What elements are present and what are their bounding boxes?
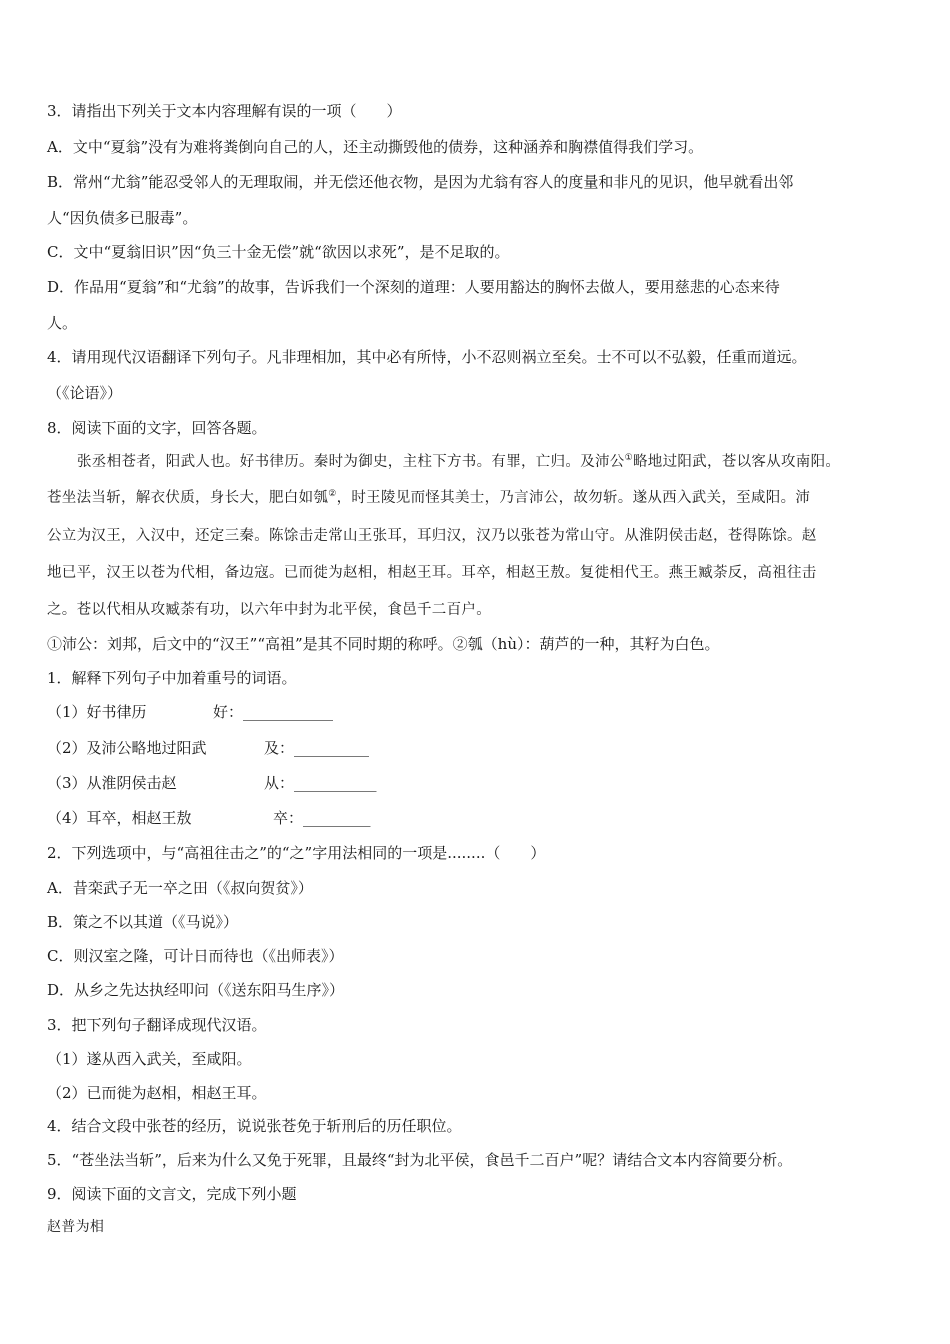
question-4-line-1: 4．请用现代汉语翻译下列句子。凡非理相加，其中必有所恃，小不忍则祸立至矣。士不可以不弘毅，任重而道远。 <box>47 348 807 366</box>
vocab-sentence: （3）从淮阴侯击赵 <box>47 774 177 792</box>
sub-question-1-stem: 1．解释下列句子中加着重号的词语。 <box>47 669 297 687</box>
question-3-stem: 3．请指出下列关于文本内容理解有误的一项（ ） <box>47 102 402 120</box>
passage-line-3: 公立为汉王，入汉中，还定三秦。陈馀击走常山王张耳，耳归汉，汉乃以张苍为常山守。从淮阴侯击赵，苍得陈馀。赵 <box>47 528 817 544</box>
vocab-word: 从： <box>264 774 295 792</box>
vocab-word: 好： <box>213 703 244 721</box>
passage-text: 略地过阳武，苍以客从攻南阳。 <box>632 454 841 470</box>
passage-line-2 <box>47 488 810 508</box>
vocab-item-2 <box>47 738 370 758</box>
passage-text: 张丞相苍者，阳武人也。好书律历。秦时为御史，主柱下方书。有罪，亡归。及沛公 <box>77 454 625 470</box>
answer-blank: ___________ <box>294 774 377 792</box>
vocab-sentence: （1）好书律历 <box>47 703 147 721</box>
sub-question-3-stem: 3．把下列句子翻译成现代汉语。 <box>47 1016 267 1034</box>
passage-line-4: 地已平，汉王以苍为代相，备边寇。已而徙为赵相，相赵王耳。耳卒，相赵王敖。复徙相代王。燕王臧荼反，高祖往击 <box>47 565 817 581</box>
option-b-line-2: 人“因负债多已服毒”。 <box>47 209 198 227</box>
option-c: C．文中“夏翁旧识”因“负三十金无偿”就“欲因以求死”，是不足取的。 <box>47 243 510 261</box>
answer-blank: ____________ <box>243 703 334 721</box>
passage-line-1 <box>77 452 840 472</box>
footnotes: ①沛公：刘邦，后文中的“汉王”“高祖”是其不同时期的称呼。②瓠（hù）：葫芦的一种，其籽为白色。 <box>47 635 720 653</box>
translation-sentence-1: （1）遂从西入武关，至咸阳。 <box>47 1050 252 1068</box>
vocab-item-4 <box>47 808 371 828</box>
option-b-line-1: B．常州“尤翁”能忍受邻人的无理取闹，并无偿还他衣物，是因为尤翁有容人的度量和非凡的见识，他早就看出邻 <box>47 173 794 191</box>
sub-question-2-stem: 2．下列选项中，与“高祖往击之”的“之”字用法相同的一项是........（ ） <box>47 844 546 862</box>
passage-text: 苍坐法当斩，解衣伏质，身长大，肥白如瓠 <box>47 490 329 506</box>
vocab-answer-field[interactable] <box>213 702 333 722</box>
vocab-word: 卒： <box>273 809 304 827</box>
vocab-answer-field[interactable] <box>273 808 371 828</box>
vocab-word: 及： <box>264 739 295 757</box>
footnote-marker-2: ② <box>328 489 337 500</box>
answer-blank: _________ <box>303 809 371 827</box>
answer-blank: __________ <box>294 739 370 757</box>
vocab-item-3 <box>47 773 377 793</box>
footnote-marker-1: ① <box>624 453 633 464</box>
option-d-line-1: D．作品用“夏翁”和“尤翁”的故事，告诉我们一个深刻的道理：人要用豁达的胸怀去做人，要用慈悲的心态来待 <box>47 278 780 296</box>
passage-line-5: 之。苍以代相从攻臧荼有功，以六年中封为北平侯，食邑千二百户。 <box>47 602 491 618</box>
q2-option-c: C．则汉室之隆，可计日而待也（《出师表》） <box>47 947 344 965</box>
passage-text: ，时王陵见而怪其美士，乃言沛公，故勿斩。遂从西入武关，至咸阳。沛 <box>336 490 811 506</box>
section-9-title: 赵普为相 <box>47 1219 105 1235</box>
vocab-item-1 <box>47 702 334 722</box>
sub-question-4: 4．结合文段中张苍的经历，说说张苍免于斩刑后的历任职位。 <box>47 1117 462 1135</box>
vocab-sentence: （4）耳卒，相赵王敖 <box>47 809 192 827</box>
option-a: A．文中“夏翁”没有为难将粪倒向自己的人，还主动撕毁他的债券，这种涵养和胸襟值得我们学习。 <box>47 138 704 156</box>
q2-option-d: D．从乡之先达执经叩问（《送东阳马生序》） <box>47 981 345 999</box>
question-4-line-2: （《论语》） <box>47 384 123 402</box>
q2-option-b: B．策之不以其道（《马说》） <box>47 913 239 931</box>
translation-sentence-2: （2）已而徙为赵相，相赵王耳。 <box>47 1084 267 1102</box>
vocab-sentence: （2）及沛公略地过阳武 <box>47 739 207 757</box>
vocab-answer-field[interactable] <box>264 773 377 793</box>
section-9-heading: 9．阅读下面的文言文，完成下列小题 <box>47 1185 297 1203</box>
q2-option-a: A．昔栾武子无一卒之田（《叔向贺贫》） <box>47 879 313 897</box>
vocab-answer-field[interactable] <box>264 738 369 758</box>
option-d-line-2: 人。 <box>47 314 78 332</box>
section-8-heading: 8．阅读下面的文字，回答各题。 <box>47 419 267 437</box>
sub-question-5: 5．“苍坐法当斩”，后来为什么又免于死罪，且最终“封为北平侯，食邑千二百户”呢？请结合文本内容简要分析。 <box>47 1151 793 1169</box>
